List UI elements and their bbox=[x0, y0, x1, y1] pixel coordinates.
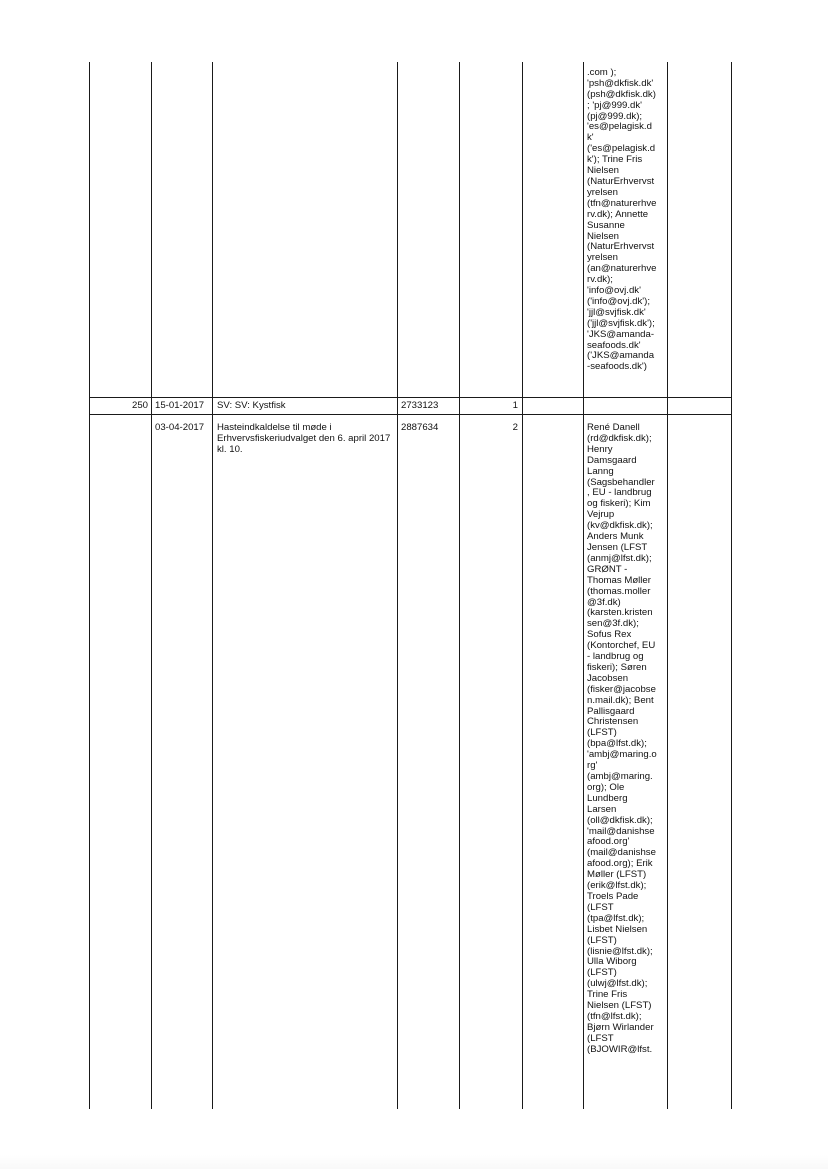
row-divider bbox=[89, 397, 732, 398]
column-divider bbox=[151, 62, 152, 1109]
column-divider bbox=[583, 62, 584, 1109]
column-divider bbox=[397, 62, 398, 1109]
date-cell: 15-01-2017 bbox=[155, 401, 205, 411]
column-divider bbox=[212, 62, 213, 1109]
subject-cell: Hasteindkaldelse til møde i Erhvervsfiskeriudvalget den 6. april 2017 kl. 10. bbox=[217, 423, 391, 455]
count-cell: 2 bbox=[512, 423, 518, 433]
scan-bottom-edge bbox=[0, 1155, 828, 1169]
table-border-left bbox=[89, 62, 90, 1109]
column-divider bbox=[459, 62, 460, 1109]
doc-number-cell: 2733123 bbox=[401, 401, 439, 411]
id-cell: 250 bbox=[131, 401, 148, 411]
subject-cell: SV: SV: Kystfisk bbox=[217, 401, 286, 411]
column-divider bbox=[522, 62, 523, 1109]
doc-number-cell: 2887634 bbox=[401, 423, 439, 433]
row-divider bbox=[89, 414, 732, 415]
table-row bbox=[587, 57, 669, 396]
recipients-cell: René Danell (rd@dkfisk.dk); Henry Damsgaard Lanng (Sagsbehandler , EU - landbrug og fiskeri); Kim Vejrup (kv@dkfisk.dk); Anders Munk Jensen (LFST (anmj@lfst.dk); GRØNT - Thomas Møller (thomas.moller @3f.dk) (karsten.kristen sen@3f.dk); Sofus Rex (Kontorchef, EU - landbrug og fiskeri); Søren Jacobsen (fisker@jacobse n.mail.dk); Bent Pallisgaard Christensen (LFST) (bpa@lfst.dk); 'ambj@maring.o rg' (ambj@maring. org); Ole Lundberg Larsen (oll@dkfisk.dk); 'mail@danishse afood.org' (mail@danishse afood.org); Erik Møller (LFST) (erik@lfst.dk); Troels Pade (LFST (tpa@lfst.dk); Lisbet Nielsen (LFST) (lisnie@lfst.dk); Ulla Wiborg (LFST) (ulwj@lfst.dk); Trine Fris Nielsen (LFST) (tfn@lfst.dk); Bjørn Wirlander (LFST (BJOWIR@lfst. bbox=[587, 423, 657, 1055]
date-cell: 03-04-2017 bbox=[155, 423, 205, 433]
recipients-cell: .com ); 'psh@dkfisk.dk' (psh@dkfisk.dk) ; 'pj@999.dk' (pj@999.dk); 'es@pelagisk.d k' ('es@pelagisk.d k'); Trine Fris Nielsen (NaturErhvervst yrelsen (tfn@naturerhve rv.dk); Annette Susanne Nielsen (NaturErhvervst yrelsen (an@naturerhve rv.dk); 'info@ovj.dk' ('info@ovj.dk'); 'jjl@svjfisk.dk' ('jjl@svjfisk.dk'); 'JKS@amanda- seafoods.dk' ('JKS@amanda -seafoods.dk') bbox=[587, 66, 657, 373]
table-border-right bbox=[731, 62, 732, 1109]
count-cell: 1 bbox=[512, 401, 518, 411]
